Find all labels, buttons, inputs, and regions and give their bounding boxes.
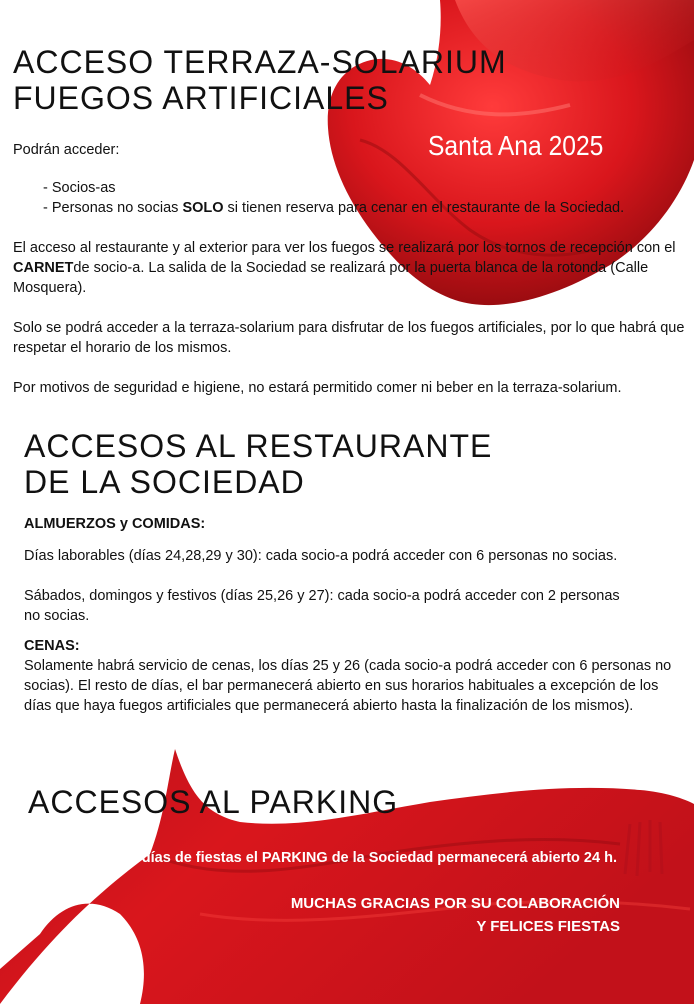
section3-title: ACCESOS AL PARKING xyxy=(28,784,399,820)
dinner-subtitle: CENAS: xyxy=(24,638,80,654)
access-paragraph: El acceso al restaurante y al exterior para ver los fuegos se realizará por los tornos de recepción con el CARNETde socio-a. La salida de la Sociedad se realizará por la puerta blanca de la rotonda (Calle Mosquera). xyxy=(13,240,676,296)
schedule-paragraph: Solo se podrá acceder a la terraza-solarium para disfrutar de los fuegos artificiales, por lo que habrá que respetar el horario de los mismos. xyxy=(13,320,685,356)
weekends-paragraph: Sábados, domingos y festivos (días 25,26 y 27): cada socio-a podrá acceder con 2 personas no socias. xyxy=(24,588,620,624)
list-item-socios: - Socios-as xyxy=(43,180,116,196)
section2-body xyxy=(24,514,672,716)
carnet-emphasis: CARNET xyxy=(13,260,74,276)
section2-title xyxy=(24,428,492,500)
intro-text: Podrán acceder: xyxy=(13,142,120,158)
section2-title-line2: DE LA SOCIEDAD xyxy=(24,464,305,500)
dinner-paragraph: Solamente habrá servicio de cenas, los días 25 y 26 (cada socio-a podrá acceder con 6 personas no socias). El resto de días, el bar permanecerá abierto en sus horarios habituales a excepción de los días que haya fuegos artificiales que permanecerá abierto hasta la finalización de los mismos). xyxy=(24,658,672,714)
section1-title xyxy=(13,44,507,116)
list-item-no-socias: - Personas no socias SOLO si tienen reserva para cenar en el restaurante de la Sociedad. xyxy=(43,200,625,216)
weekdays-paragraph: Días laborables (días 24,28,29 y 30): cada socio-a podrá acceder con 6 personas no socias. xyxy=(24,548,618,564)
thanks-message xyxy=(290,892,620,938)
santa-ana-badge: Santa Ana 2025 xyxy=(428,130,604,161)
section1-body xyxy=(13,140,693,398)
solo-emphasis: SOLO xyxy=(182,200,224,216)
thanks-line2: Y FELICES FIESTAS xyxy=(476,918,620,935)
thanks-line1: MUCHAS GRACIAS POR SU COLABORACIÓN xyxy=(290,895,620,912)
lunch-subtitle: ALMUERZOS y COMIDAS: xyxy=(24,516,206,532)
parking-notice: Durante los días de fiestas el PARKING de la Sociedad permanecerá abierto 24 h. xyxy=(58,850,617,866)
section1-title-line2: FUEGOS ARTIFICIALES xyxy=(13,80,389,116)
security-paragraph: Por motivos de seguridad e higiene, no estará permitido comer ni beber en la terraza-solarium. xyxy=(13,380,622,396)
section2-title-line1: ACCESOS AL RESTAURANTE xyxy=(24,428,493,464)
section1-title-line1: ACCESO TERRAZA-SOLARIUM xyxy=(13,44,507,80)
